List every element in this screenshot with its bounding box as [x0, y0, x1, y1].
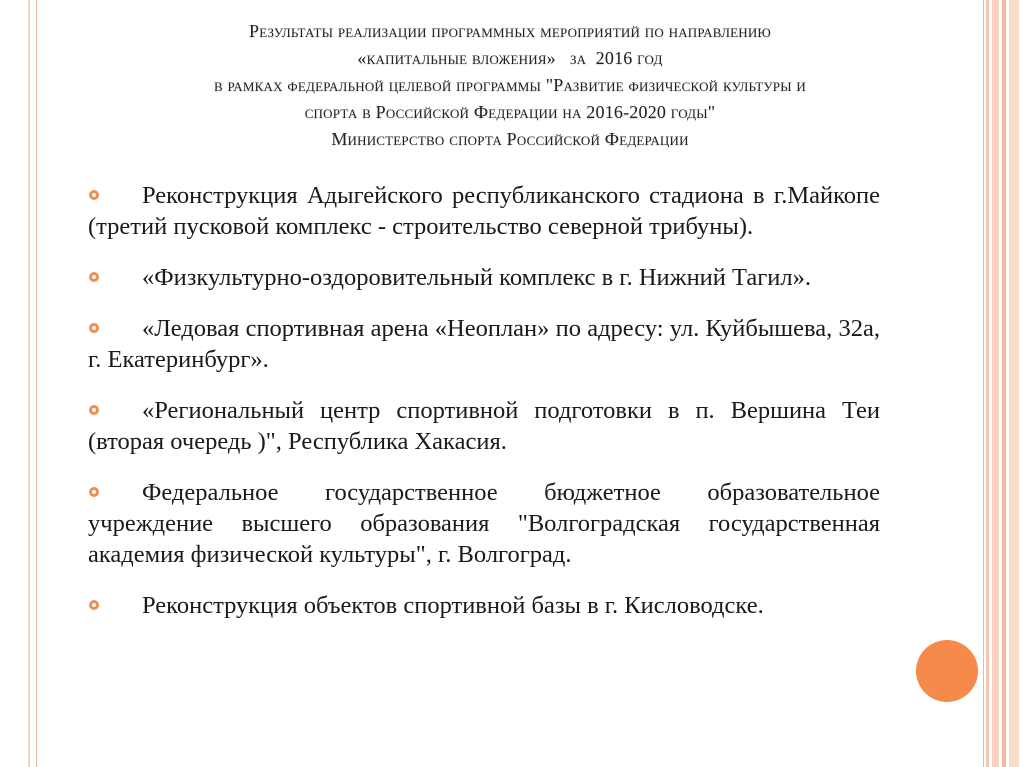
stripe-4: [1009, 0, 1019, 767]
list-item-text: «Региональный центр спортивной подготовки в п. Вершина Теи (вторая очередь )", Республика Хакасия.: [88, 397, 880, 455]
decorative-orange-circle: [916, 640, 978, 702]
list-item: [88, 395, 880, 457]
list-item: [88, 477, 880, 570]
bullet-list: [88, 180, 880, 641]
list-item-text: Реконструкция объектов спортивной базы в г. Кисловодске.: [142, 592, 764, 619]
list-item: [88, 313, 880, 375]
title-line-4: спорта в Российской Федерации на 2016-2020 годы": [304, 102, 716, 122]
list-item-text: «Физкультурно-оздоровительный комплекс в г. Нижний Тагил».: [142, 264, 812, 291]
right-decorative-stripes: [984, 0, 1024, 767]
stripe-2: [992, 0, 999, 767]
list-item-text: «Ледовая спортивная арена «Неоплан» по адресу: ул. Куйбышева, 32а, г. Екатеринбург».: [88, 315, 880, 373]
stripe-3: [1002, 0, 1006, 767]
bullet-circle-icon: [89, 600, 99, 610]
title-line-1: Результаты реализации программных мероприятий по направлению: [249, 21, 771, 41]
list-item: [88, 590, 880, 621]
list-item-text: Реконструкция Адыгейского республиканского стадиона в г.Майкопе (третий пусковой комплекс - строительство северной трибуны).: [88, 182, 880, 240]
bullet-circle-icon: [89, 405, 99, 415]
bullet-circle-icon: [89, 272, 99, 282]
list-item: [88, 180, 880, 242]
title-line-5: Министерство спорта Российской Федерации: [331, 129, 689, 149]
stripe-1: [986, 0, 989, 767]
list-item: [88, 262, 880, 293]
bullet-circle-icon: [89, 323, 99, 333]
bullet-circle-icon: [89, 190, 99, 200]
title-line-3: в рамках федеральной целевой программы "Развитие физической культуры и: [213, 75, 807, 95]
title-line-2: «капитальные вложения» за 2016 год: [357, 48, 663, 68]
bullet-circle-icon: [89, 487, 99, 497]
list-item-text: Федеральное государственное бюджетное образовательное учреждение высшего образования "Волгоградская государственная академия физической культуры", г. Волгоград.: [88, 479, 880, 568]
left-decorative-line: [28, 0, 30, 767]
slide-title: [50, 18, 970, 153]
